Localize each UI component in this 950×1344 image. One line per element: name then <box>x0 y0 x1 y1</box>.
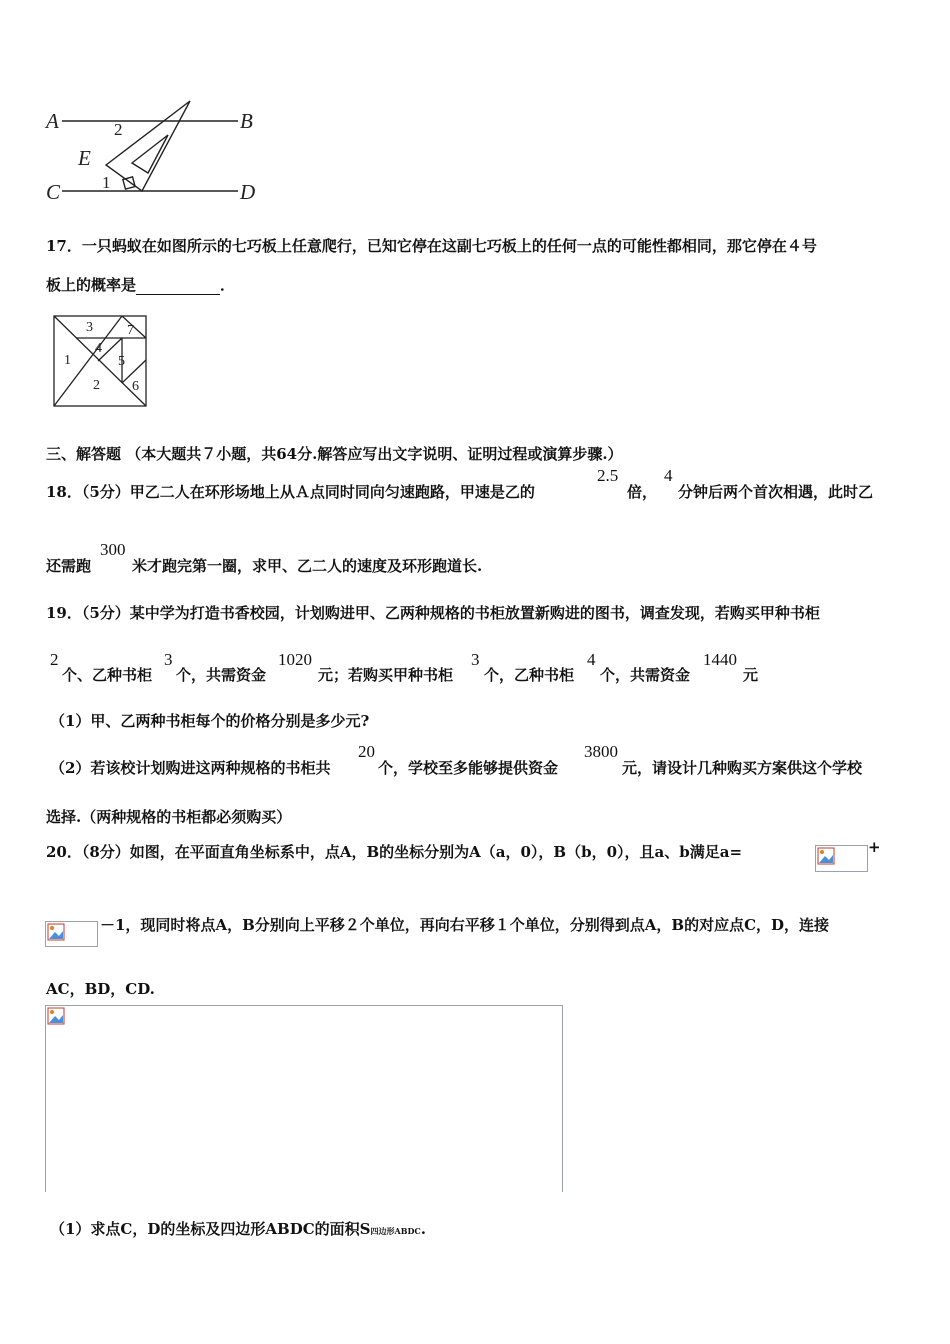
piece-1-label: 1 <box>64 353 71 368</box>
q19-t3: 元；若购买甲种书柜 <box>318 666 454 684</box>
q20-line2: －1，现同时将点A，B分别向上平移２个单位，再向右平移１个单位，分别得到点A，B的对应点C，D，连接 <box>100 916 830 934</box>
q19-t6: 元 <box>743 666 759 684</box>
q17-text: 板上的概率是 <box>46 276 137 294</box>
q18-p3: 分钟后两个首次相遇，此时乙 <box>678 483 874 501</box>
q17-end: ． <box>220 276 236 294</box>
q19-sub2b: 个，学校至多能够提供资金 <box>378 759 559 777</box>
section-heading: 三、解答题 （本大题共７小题，共64分.解答应写出文字说明、证明过程或演算步骤.） <box>46 445 623 463</box>
q19-sub2d: 选择.（两种规格的书柜都必须购买） <box>46 808 292 826</box>
q19-t2: 个，共需资金 <box>176 666 267 684</box>
tangram-figure <box>50 312 152 410</box>
broken-image-icon <box>47 923 65 941</box>
q18-p2: 倍， <box>627 483 658 501</box>
q19-v3: 1020 <box>278 650 312 669</box>
piece-4-label: 4 <box>95 341 102 356</box>
label-a: A <box>46 109 59 133</box>
q18-p4: 还需跑 <box>46 557 92 575</box>
q19-v8: 3800 <box>584 742 618 761</box>
q20-sub1-end: . <box>420 1220 426 1238</box>
q19-v1: 2 <box>50 650 59 669</box>
right-angle-mark <box>123 177 135 189</box>
q17-line2 <box>46 274 235 295</box>
q20-line1: 20．（8分）如图，在平面直角坐标系中，点A，B的坐标分别为A（a，0），B（b，0），且a、b满足a= <box>46 843 743 861</box>
coordinate-figure-image <box>45 1005 563 1192</box>
q19-v5: 4 <box>587 650 596 669</box>
q18-distance: 300 <box>100 540 126 559</box>
q19-sub2a: （2）若该校计划购进这两种规格的书柜共 <box>50 759 331 777</box>
piece-2-label: 2 <box>93 378 100 393</box>
q20-plus: + <box>868 838 881 856</box>
q18-p5: 米才跑完第一圈，求甲、乙二人的速度及环形跑道长. <box>132 557 483 575</box>
q18-p1: 18．（5分）甲乙二人在环形场地上从Ａ点同时同向匀速跑路，甲速是乙的 <box>46 483 535 501</box>
q19-t4: 个，乙种书柜 <box>484 666 575 684</box>
q19-v7: 20 <box>358 742 375 761</box>
formula-image-2 <box>45 921 98 947</box>
parallel-lines-figure <box>40 95 270 210</box>
piece-5-label: 5 <box>118 354 125 369</box>
q19-t5: 个，共需资金 <box>600 666 691 684</box>
set-square-outer <box>106 101 190 191</box>
q19-line1: 19．（5分）某中学为打造书香校园，计划购进甲、乙两种规格的书柜放置新购进的图书，调查发现，若购买甲种书柜 <box>46 604 820 622</box>
q18-minutes: 4 <box>664 466 673 485</box>
q19-v4: 3 <box>471 650 480 669</box>
q19-v2: 3 <box>164 650 173 669</box>
q17-line1: 17．一只蚂蚁在如图所示的七巧板上任意爬行，已知它停在这副七巧板上的任何一点的可能性都相同，那它停在４号 <box>46 237 817 255</box>
q20-sub1-subscript: 四边形ABDC <box>370 1226 421 1236</box>
q19-t1: 个、乙种书柜 <box>62 666 153 684</box>
formula-image-1 <box>815 845 868 872</box>
answer-blank <box>136 280 220 295</box>
q18-ratio: 2.5 <box>597 466 619 485</box>
piece-3-label: 3 <box>86 320 93 335</box>
label-d: D <box>240 180 256 204</box>
label-e: E <box>78 146 91 170</box>
q19-v6: 1440 <box>703 650 737 669</box>
broken-image-icon <box>817 847 835 865</box>
angle-2-label: 2 <box>114 120 123 139</box>
broken-image-icon <box>47 1007 65 1025</box>
q19-sub1: （1）甲、乙两种书柜每个的价格分别是多少元? <box>50 712 370 730</box>
label-c: C <box>46 180 61 204</box>
q20-sub1 <box>50 1218 426 1239</box>
label-b: B <box>240 109 253 133</box>
angle-1-label: 1 <box>102 173 111 192</box>
q20-line3: AC，BD，CD. <box>46 980 155 998</box>
q20-sub1-text: （1）求点C，D的坐标及四边形ABDC的面积S <box>50 1220 371 1238</box>
piece-7-label: 7 <box>127 323 134 338</box>
piece-6-label: 6 <box>132 379 139 394</box>
q19-sub2c: 元，请设计几种购买方案供这个学校 <box>622 759 863 777</box>
